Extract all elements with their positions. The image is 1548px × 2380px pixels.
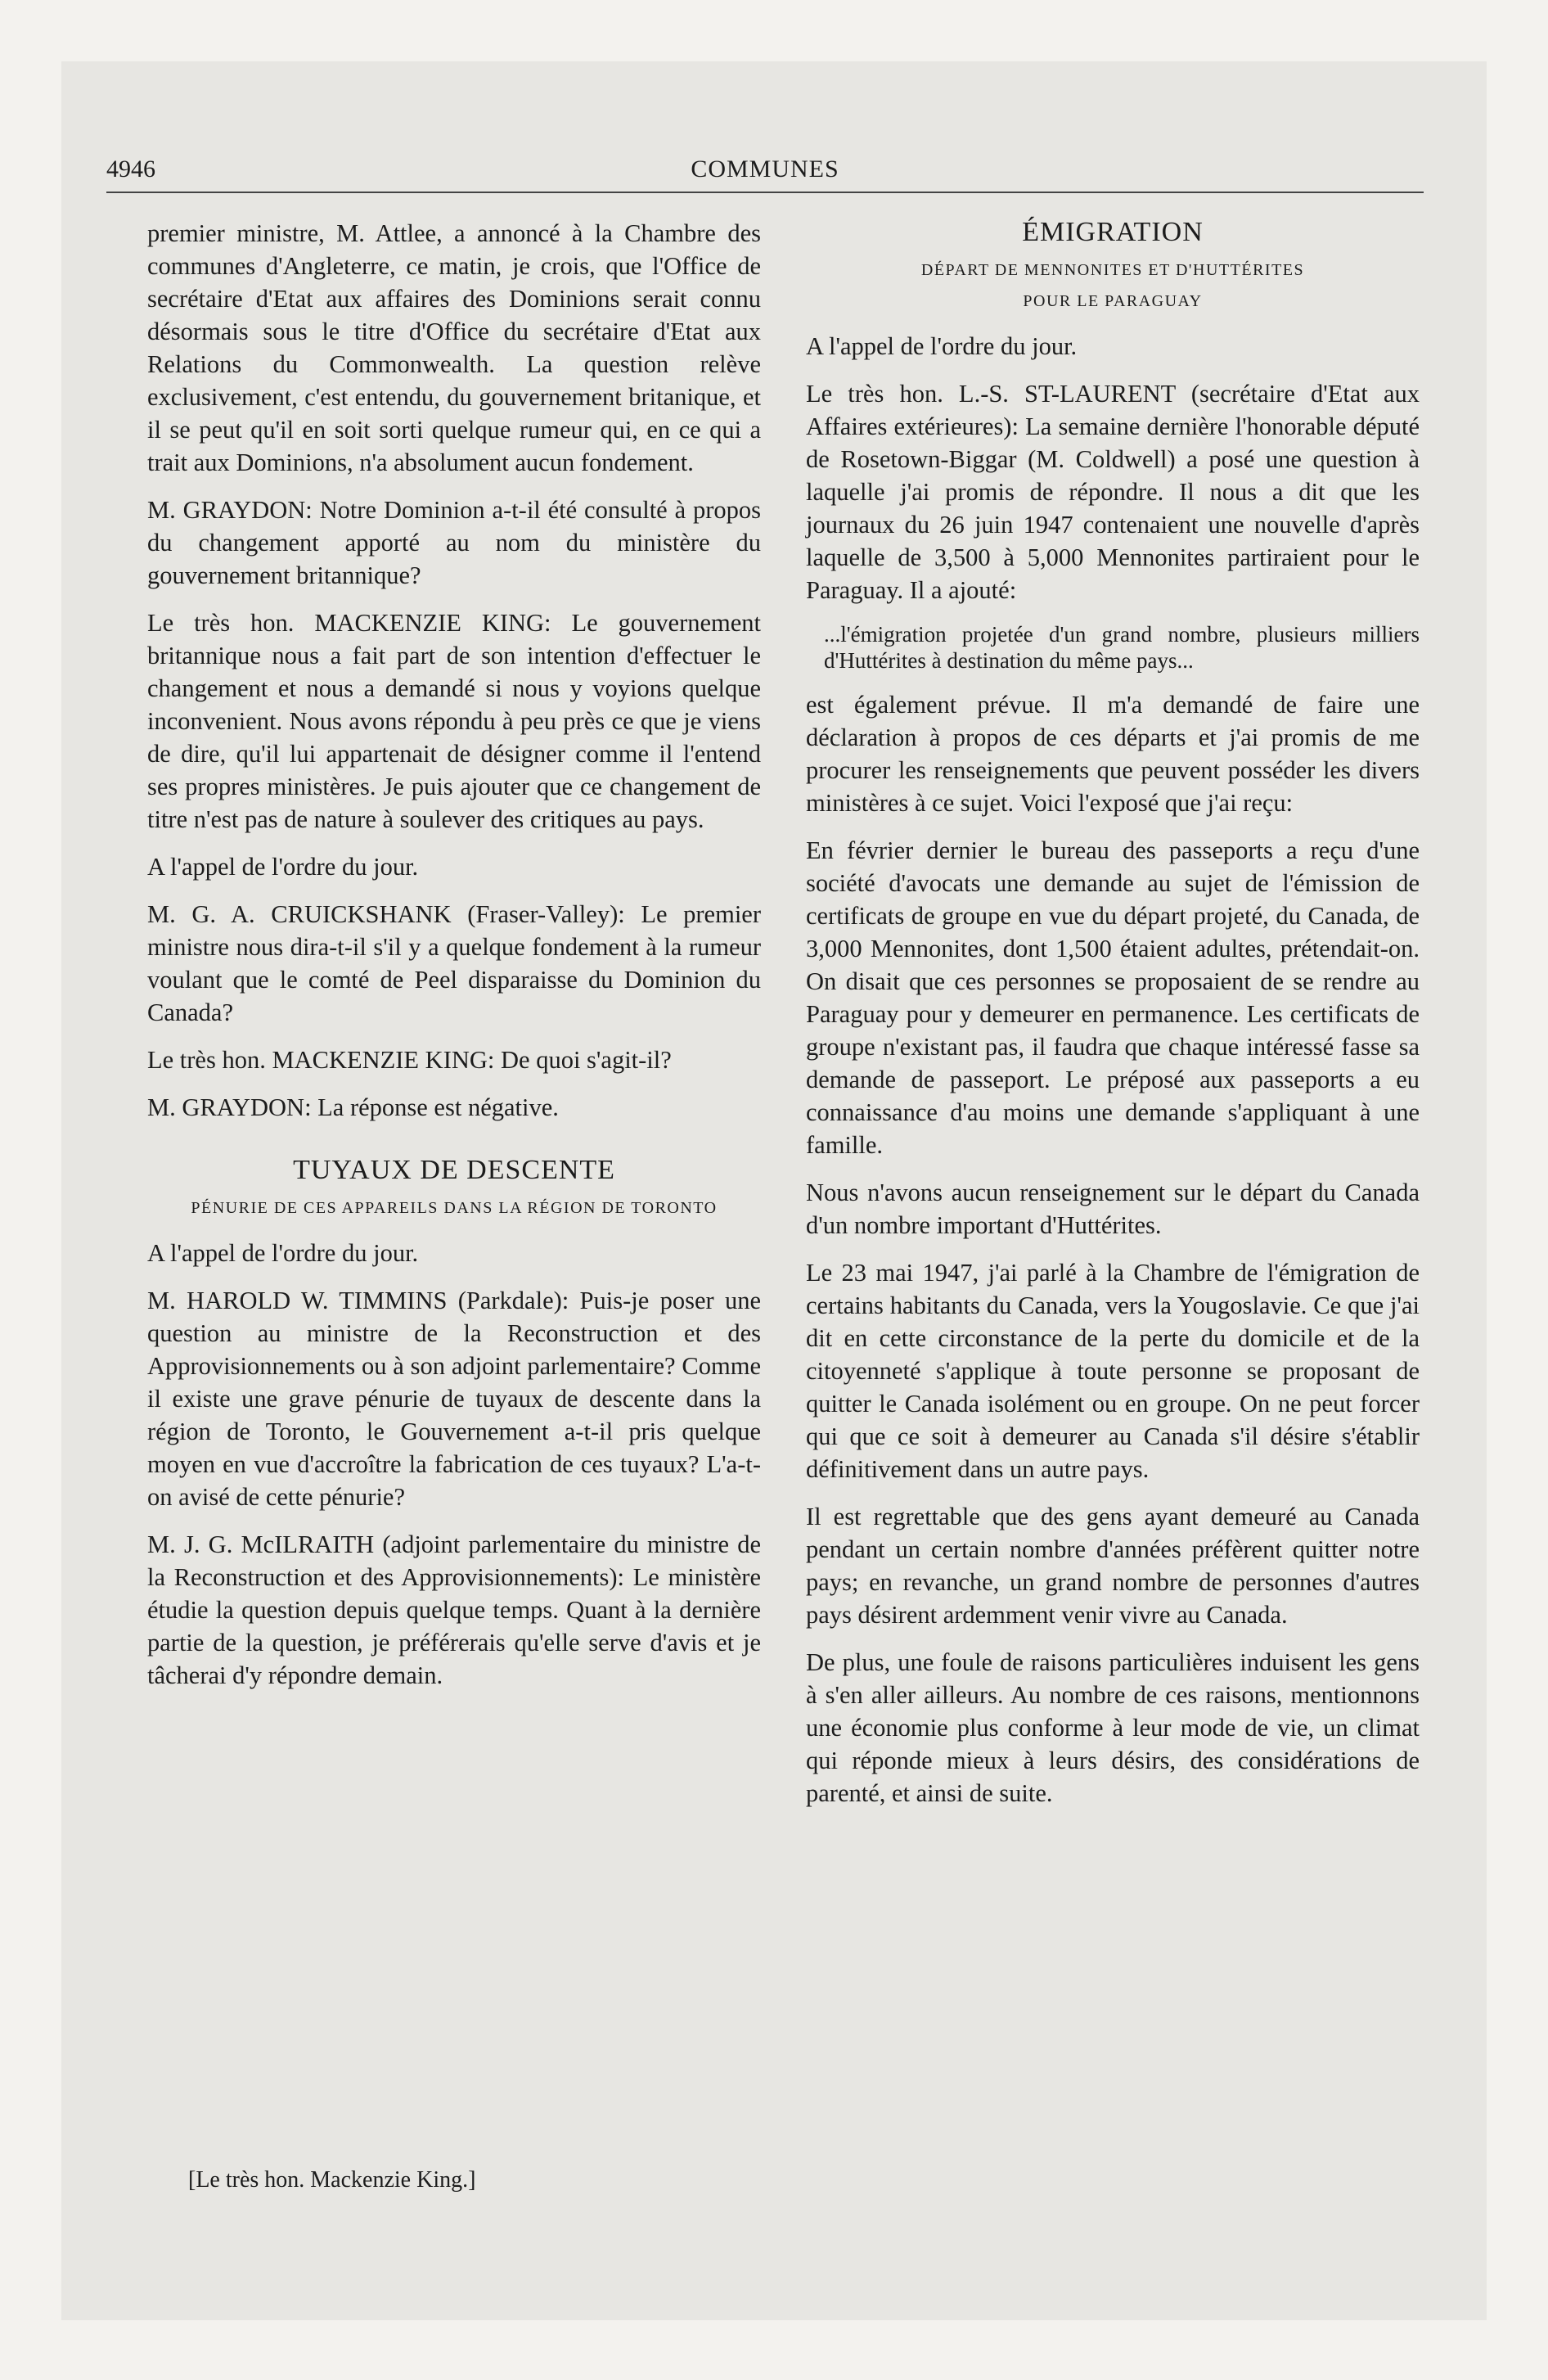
paragraph: M. G. A. CRUICKSHANK (Fraser-Valley): Le premier ministre nous dira-t-il s'il y a quelque fondement à la rumeur voulant que le comté de Peel disparaisse du Dominion du Canada? [147,900,761,1026]
paragraph: A l'appel de l'ordre du jour. [806,332,1078,360]
header-rule [106,192,1424,193]
paragraph: Il est regrettable que des gens ayant demeuré au Canada pendant un certain nombre d'années préfèrent quitter notre pays; en revanche, un grand nombre de personnes d'autres pays désirent ardemment venir vivre au Canada. [806,1503,1420,1629]
paragraph: M. GRAYDON: Notre Dominion a-t-il été consulté à propos du changement apporté au nom du ministère du gouvernement britannique? [147,496,761,589]
paragraph: En février dernier le bureau des passeports a reçu d'une société d'avocats une demande au sujet de l'émission de certificats de groupe en vue du départ projeté, du Canada, de 3,000 Mennonites, dont 1,500 étaient adultes, prétendait-on. On disait que ces personnes se proposaient de se rendre au Paraguay pour y demeurer en permanence. Les certificats de groupe n'existant pas, il faudra que chaque intéressé fasse sa demande de passeport. Le préposé aux passeports a eu connaissance d'au moins une demande s'appliquant à une famille. [806,836,1420,1159]
paragraph: Nous n'avons aucun renseignement sur le départ du Canada d'un nombre important d'Huttérites. [806,1179,1420,1239]
page-header [106,156,1424,188]
paragraph: Le très hon. L.-S. ST-LAURENT (secrétaire d'Etat aux Affaires extérieures): La semaine dernière l'honorable député de Rosetown-Biggar (M. Coldwell) a posé une question à laquelle j'ai promis de répondre. Il nous a dit que les journaux du 26 juin 1947 contenaient une nouvelle d'après laquelle de 3,500 à 5,000 Mennonites partiraient pour le Paraguay. Il a ajouté: [806,380,1420,604]
quotation: ...l'émigration projetée d'un grand nombre, plusieurs milliers d'Huttérites à destination du même pays... [824,622,1420,673]
paragraph: M. GRAYDON: La réponse est négative. [147,1093,559,1121]
paragraph: A l'appel de l'ordre du jour. [147,1239,419,1267]
section-subtitle: PÉNURIE DE CES APPAREILS DANS LA RÉGION DE TORONTO [191,1199,718,1217]
left-column [147,217,761,1706]
section-title: ÉMIGRATION [1022,217,1204,247]
page-number: 4946 [106,156,155,183]
paragraph: Le très hon. MACKENZIE KING: Le gouvernement britannique nous a fait part de son intention d'effectuer le changement et nous a demandé si nous y voyions quelque inconvenient. Nous avons répondu à peu près ce que je viens de dire, qu'il lui appartenait de désigner comme il l'entend ses propres ministères. Je puis ajouter que ce changement de titre n'est pas de nature à soulever des critiques au pays. [147,609,761,833]
running-title: COMMUNES [691,156,839,183]
footer-note: [Le très hon. Mackenzie King.] [188,2167,476,2193]
section-subtitle: POUR LE PARAGUAY [1023,292,1203,310]
paragraph: est également prévue. Il m'a demandé de faire une déclaration à propos de ces départs et j'ai promis de me procurer les renseignements que peuvent posséder les divers ministères à ce sujet. Voici l'exposé que j'ai reçu: [806,691,1420,817]
paragraph: Le 23 mai 1947, j'ai parlé à la Chambre de l'émigration de certains habitants du Canada, vers la Yougoslavie. Ce que j'ai dit en cette circonstance de la perte du domicile et de la citoyenneté s'applique à toute personne se proposant de quitter le Canada isolément ou en groupe. On ne peut forcer qui que ce soit à demeurer au Canada s'il désire s'établir définitivement dans un autre pays. [806,1259,1420,1483]
paragraph: De plus, une foule de raisons particulières induisent les gens à s'en aller ailleurs. Au nombre de ces raisons, mentionnons une économie plus conforme à leur mode de vie, un climat qui réponde mieux à leurs désirs, des considérations de parenté, et ainsi de suite. [806,1648,1420,1807]
paragraph: M. HAROLD W. TIMMINS (Parkdale): Puis-je poser une question au ministre de la Reconstruction et des Approvisionnements ou à son adjoint parlementaire? Comme il existe une grave pénurie de tuyaux de descente dans la région de Toronto, le Gouvernement a-t-il pris quelque moyen en vue d'accroître la fabrication de ces tuyaux? L'a-t-on avisé de cette pénurie? [147,1287,761,1511]
section-title: TUYAUX DE DESCENTE [293,1155,615,1185]
paragraph: Le très hon. MACKENZIE KING: De quoi s'agit-il? [147,1046,672,1074]
right-column [806,217,1420,1824]
paragraph: A l'appel de l'ordre du jour. [147,853,419,881]
paragraph: premier ministre, M. Attlee, a annoncé à la Chambre des communes d'Angleterre, ce matin, je crois, que l'Office de secrétaire d'Etat aux affaires des Dominions serait connu désormais sous le titre d'Office du secrétaire d'Etat aux Relations du Commonwealth. La question relève exclusivement, c'est entendu, du gouvernement britanique, et il se peut qu'il en soit sorti quelque rumeur qui, en ce qui a trait aux Dominions, n'a absolument aucun fondement. [147,219,761,476]
paragraph: M. J. G. McILRAITH (adjoint parlementaire du ministre de la Reconstruction et des Approvisionnements): Le ministère étudie la question depuis quelque temps. Quant à la dernière partie de la question, je préférerais qu'elle serve d'avis et je tâcherai d'y répondre demain. [147,1530,761,1689]
section-subtitle: DÉPART DE MENNONITES ET D'HUTTÉRITES [920,261,1305,279]
